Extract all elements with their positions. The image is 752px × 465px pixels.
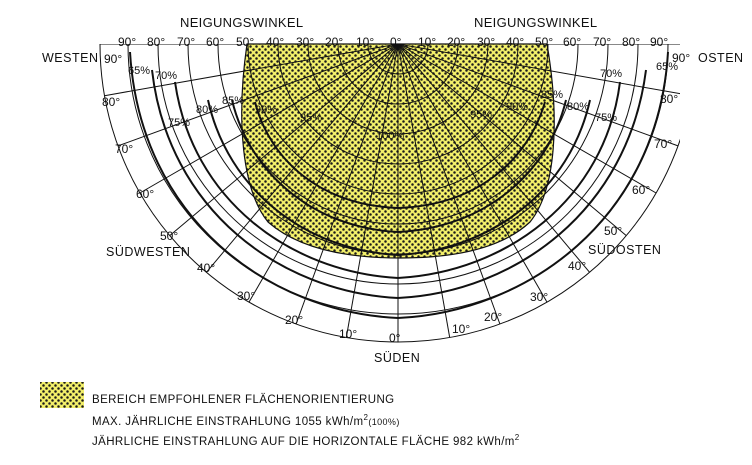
- percent-label-center: 100%: [376, 130, 405, 142]
- direction-southwest: SÜDWESTEN: [106, 245, 191, 259]
- tilt-tick-left: 70°: [177, 35, 196, 49]
- azimuth-label: 70°: [115, 142, 134, 156]
- azimuth-label: 70°: [654, 137, 673, 151]
- percent-label: 90%: [255, 104, 278, 116]
- percent-label: 80%: [567, 101, 590, 113]
- tilt-tick-left: 50°: [236, 35, 255, 49]
- percent-label: 70%: [600, 68, 623, 80]
- tilt-tick-center: 0°: [390, 35, 402, 49]
- direction-south: SÜDEN: [374, 351, 421, 365]
- azimuth-label: 30°: [237, 289, 256, 303]
- legend-line-3: JÄHRLICHE EINSTRAHLUNG AUF DIE HORIZONTALE FLÄCHE 982 kWh/$m^2$: [92, 433, 520, 448]
- azimuth-label: 60°: [136, 187, 155, 201]
- azimuth-label: 20°: [285, 313, 304, 327]
- percent-label: 70%: [155, 70, 178, 82]
- tilt-tick-left: 10°: [356, 35, 375, 49]
- tilt-tick-right: 50°: [535, 35, 554, 49]
- tilt-tick-right: 70°: [593, 35, 612, 49]
- legend-line-1: BEREICH EMPFOHLENER FLÄCHENORIENTIERUNG: [92, 394, 395, 406]
- percent-label: 85%: [222, 95, 245, 107]
- percent-label: 65%: [128, 65, 151, 77]
- legend-swatch: [40, 382, 84, 408]
- percent-label: 95%: [300, 112, 323, 124]
- azimuth-label: 80°: [660, 92, 679, 106]
- tilt-tick-left: 60°: [206, 35, 225, 49]
- tilt-tick-right: 40°: [506, 35, 525, 49]
- azimuth-label: 10°: [452, 322, 471, 336]
- azimuth-label: 90°: [672, 51, 691, 65]
- percent-label: 80%: [196, 104, 219, 116]
- tilt-tick-right: 30°: [477, 35, 496, 49]
- azimuth-label: 50°: [604, 224, 623, 238]
- direction-east: OSTEN: [698, 51, 744, 65]
- tilt-tick-right: 10°: [418, 35, 437, 49]
- percent-label: 85%: [541, 89, 564, 101]
- percent-label: 65%: [656, 61, 679, 73]
- tilt-label-right: NEIGUNGSWINKEL: [474, 15, 598, 30]
- azimuth-label: 80°: [102, 95, 121, 109]
- azimuth-label: 60°: [632, 183, 651, 197]
- tilt-scale: [118, 35, 668, 49]
- direction-southeast: SÜDOSTEN: [588, 243, 662, 257]
- tilt-tick-right: 80°: [622, 35, 641, 49]
- tilt-tick-left: 40°: [266, 35, 285, 49]
- tilt-tick-left: 30°: [296, 35, 315, 49]
- tilt-label-left: NEIGUNGSWINKEL: [180, 15, 304, 30]
- azimuth-label: 0°: [389, 331, 401, 345]
- tilt-tick-left: 90°: [118, 35, 137, 49]
- azimuth-label: 20°: [484, 310, 503, 324]
- azimuth-label: 40°: [568, 259, 587, 273]
- azimuth-label: 40°: [197, 261, 216, 275]
- percent-label: 90%: [506, 101, 529, 113]
- percent-label: 75%: [595, 112, 618, 124]
- tilt-tick-right: 60°: [563, 35, 582, 49]
- legend-line-2: MAX. JÄHRLICHE EINSTRAHLUNG 1055 kWh/$m^2_{(100\%)}$: [92, 413, 400, 428]
- tilt-tick-left: 20°: [325, 35, 344, 49]
- azimuth-label: 50°: [160, 229, 179, 243]
- azimuth-label: 10°: [339, 327, 358, 341]
- tilt-tick-right: 90°: [650, 35, 669, 49]
- percent-label: 95%: [470, 109, 493, 121]
- percent-label: 75%: [168, 117, 191, 129]
- azimuth-label: 90°: [104, 52, 123, 66]
- tilt-tick-right: 20°: [447, 35, 466, 49]
- tilt-tick-left: 80°: [147, 35, 166, 49]
- azimuth-label: 30°: [530, 290, 549, 304]
- direction-west: WESTEN: [42, 51, 99, 65]
